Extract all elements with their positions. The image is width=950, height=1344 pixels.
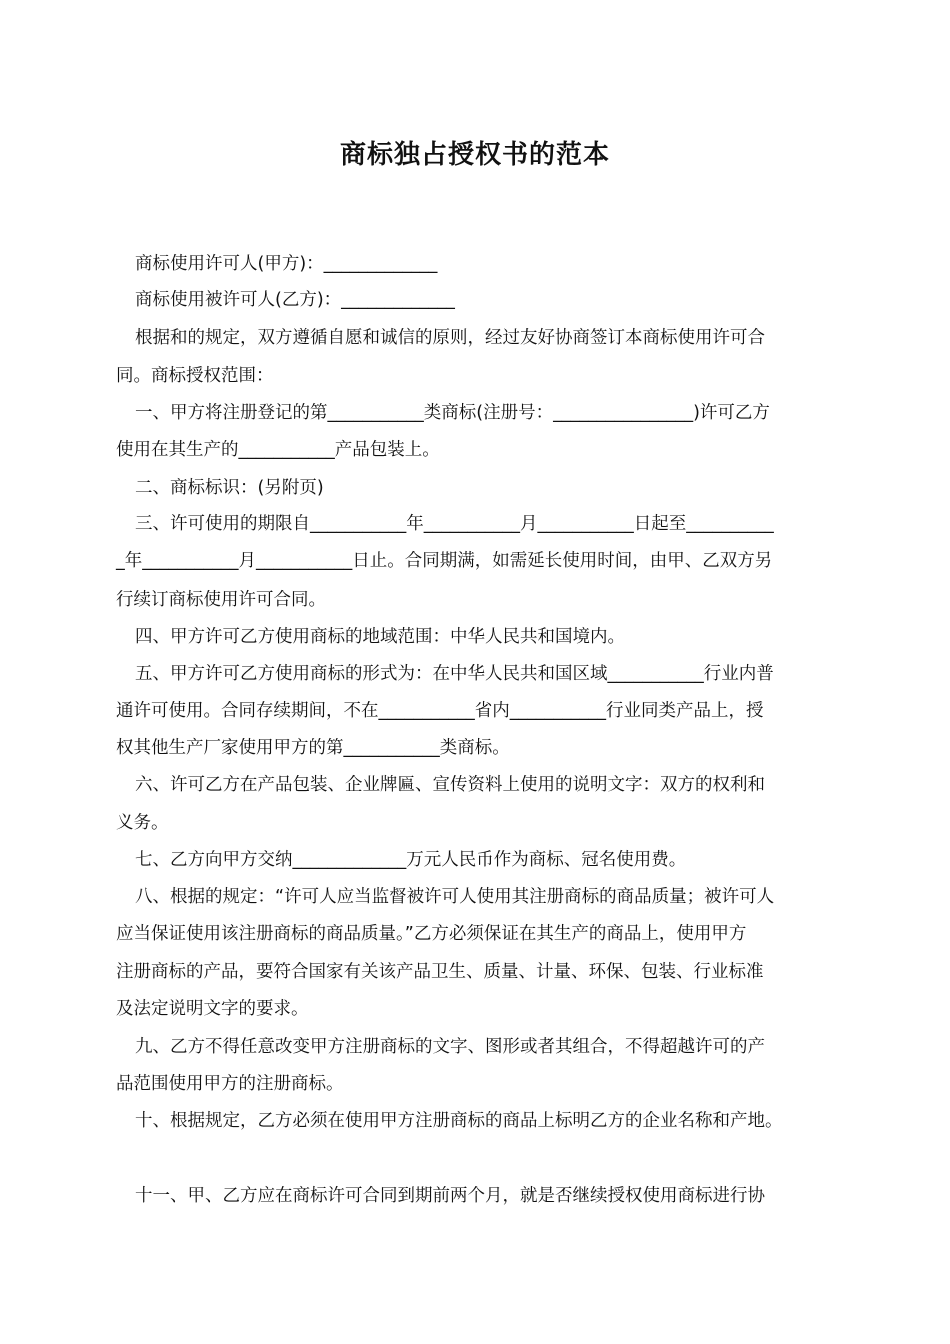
clause-3-line-2: _年___________月___________日止。合同期满，如需延长使用时间，由甲、乙双方另	[116, 551, 773, 571]
clause-10-line: 十、根据规定，乙方必须在使用甲方注册商标的商品上标明乙方的企业名称和产地。	[135, 1111, 783, 1131]
document-title: 商标独占授权书的范本	[339, 140, 610, 170]
clause-7-line: 七、乙方向甲方交纳_____________万元人民币作为商标、冠名使用费。	[135, 850, 687, 870]
clause-1-line-2: 使用在其生产的___________产品包装上。	[116, 440, 440, 460]
clause-8-line-1: 八、根据的规定：“许可人应当监督被许可人使用其注册商标的商品质量；被许可人	[135, 887, 775, 907]
licensee-line: 商标使用被许可人(乙方)：_____________	[135, 290, 455, 310]
clause-8-line-4: 及法定说明文字的要求。	[116, 999, 309, 1019]
clause-2-line: 二、商标标识：(另附页)	[135, 478, 324, 498]
clause-6-line-2: 义务。	[116, 813, 169, 833]
preamble-line-1: 根据和的规定，双方遵循自愿和诚信的原则，经过友好协商签订本商标使用许可合	[135, 328, 765, 348]
clause-9-line-1: 九、乙方不得任意改变甲方注册商标的文字、图形或者其组合，不得超越许可的产	[135, 1037, 765, 1057]
clause-6-line-1: 六、许可乙方在产品包装、企业牌匾、宣传资料上使用的说明文字：双方的权利和	[135, 775, 765, 795]
clause-5-line-3: 权其他生产厂家使用甲方的第___________类商标。	[116, 738, 510, 758]
clause-11-line-1: 十一、甲、乙方应在商标许可合同到期前两个月，就是否继续授权使用商标进行协	[135, 1186, 765, 1206]
clause-8-line-2: 应当保证使用该注册商标的商品质量。”乙方必须保证在其生产的商品上，使用甲方	[116, 924, 747, 944]
clause-9-line-2: 品范围使用甲方的注册商标。	[116, 1074, 344, 1094]
clause-1-line-1: 一、甲方将注册登记的第___________类商标(注册号：________________)许可乙方	[135, 403, 770, 423]
clause-8-line-3: 注册商标的产品，要符合国家有关该产品卫生、质量、计量、环保、包装、行业标准	[116, 962, 764, 982]
clause-5-line-2: 通许可使用。合同存续期间，不在___________省内___________行业同类产品上，授	[116, 701, 764, 721]
clause-5-line-1: 五、甲方许可乙方使用商标的形式为：在中华人民共和国区域___________行业内普	[135, 664, 774, 684]
licensor-line: 商标使用许可人(甲方)：_____________	[135, 254, 438, 274]
clause-4-line: 四、甲方许可乙方使用商标的地域范围：中华人民共和国境内。	[135, 627, 625, 647]
preamble-line-2: 同。商标授权范围：	[116, 366, 274, 386]
clause-3-line-3: 行续订商标使用许可合同。	[116, 590, 326, 610]
clause-3-line-1: 三、许可使用的期限自___________年___________月___________日起至__________	[135, 514, 774, 534]
